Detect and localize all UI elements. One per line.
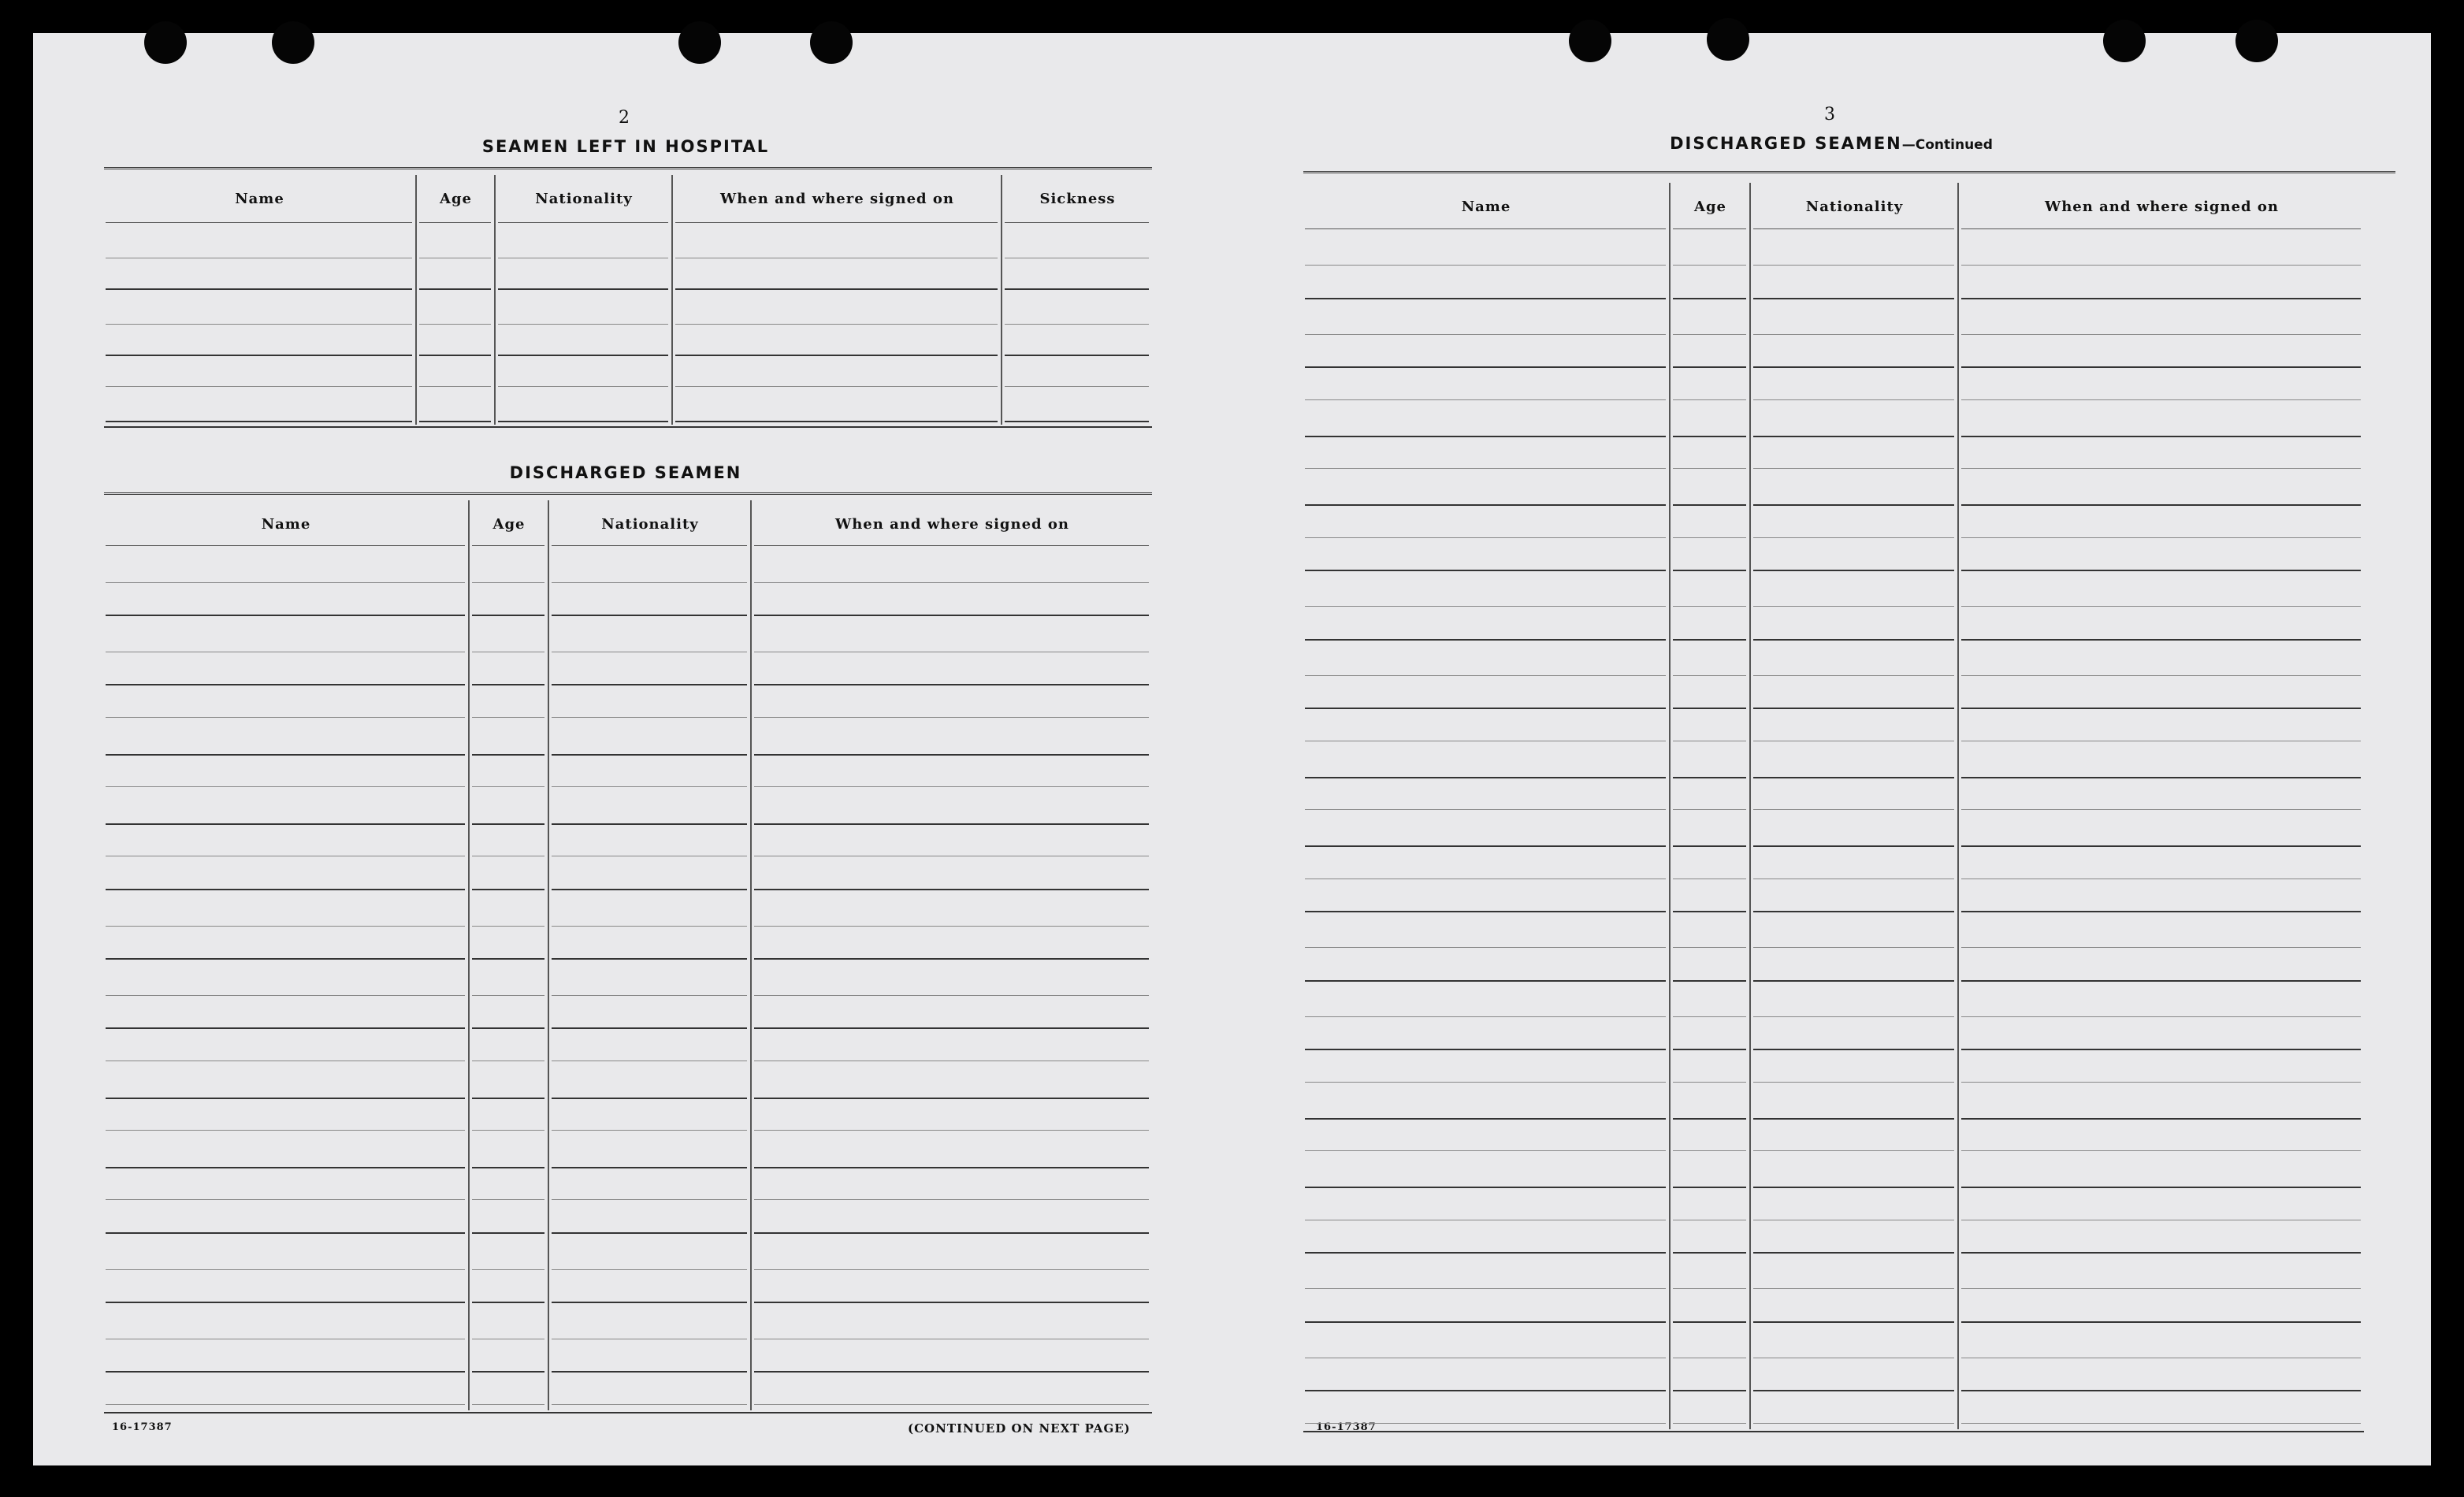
row-line (1961, 911, 2361, 912)
row-line (472, 1404, 544, 1405)
row-line (1673, 436, 1746, 437)
header-rule (472, 545, 544, 546)
title-text: DISCHARGED SEAMEN (1670, 134, 1902, 153)
row-line (1753, 366, 1954, 368)
row-line (552, 926, 747, 927)
row-line (552, 684, 747, 685)
row-line (1305, 570, 1666, 571)
row-line (1961, 399, 2361, 400)
row-line (1673, 1118, 1746, 1120)
column-header: Age (1693, 199, 1727, 215)
column-header: When and where signed on (835, 516, 1069, 533)
row-line (1753, 606, 1954, 607)
title-rule (104, 492, 1152, 495)
row-line (1305, 675, 1666, 676)
row-line (472, 1371, 544, 1373)
row-line (1753, 1016, 1954, 1017)
row-line (1673, 911, 1746, 912)
row-line (552, 1027, 747, 1029)
row-line (1753, 399, 1954, 400)
row-line (1753, 777, 1954, 778)
row-line (675, 355, 998, 356)
row-line (106, 1269, 465, 1270)
row-line (1961, 1150, 2361, 1151)
row-line (1305, 809, 1666, 810)
row-line (472, 926, 544, 927)
row-line (1753, 265, 1954, 266)
row-line (552, 717, 747, 718)
row-line (419, 421, 491, 422)
row-line (1961, 845, 2361, 847)
row-line (1005, 386, 1149, 387)
row-line (1753, 845, 1954, 847)
column-header: When and where signed on (2045, 199, 2279, 215)
row-line (1305, 298, 1666, 299)
row-line (1753, 708, 1954, 709)
column-divider (750, 500, 752, 1410)
row-line (1673, 639, 1746, 641)
column-header: Nationality (1805, 199, 1904, 215)
row-line (1961, 708, 2361, 709)
row-line (1305, 777, 1666, 778)
column-header: Name (1461, 199, 1511, 215)
column-divider (1749, 183, 1751, 1429)
row-line (552, 1130, 747, 1131)
row-line (106, 786, 465, 787)
binder-hole (2235, 20, 2278, 62)
row-line (472, 889, 544, 890)
row-line (1305, 980, 1666, 982)
row-line (1305, 1288, 1666, 1289)
row-line (1673, 980, 1746, 982)
row-line (106, 754, 465, 756)
row-line (1673, 1187, 1746, 1188)
row-line (1305, 911, 1666, 912)
row-line (472, 1130, 544, 1131)
row-line (419, 386, 491, 387)
row-line (498, 288, 668, 290)
row-line (1753, 1187, 1954, 1188)
binder-hole (678, 21, 721, 64)
column-divider (548, 500, 549, 1410)
row-line (1753, 809, 1954, 810)
row-line (754, 786, 1149, 787)
row-line (754, 1232, 1149, 1234)
form-number: 16-17387 (112, 1421, 173, 1433)
row-line (1961, 1252, 2361, 1254)
row-line (498, 355, 668, 356)
row-line (1753, 570, 1954, 571)
row-line (472, 684, 544, 685)
row-line (1305, 504, 1666, 506)
row-line (1961, 504, 2361, 506)
row-line (106, 355, 412, 356)
row-line (1305, 1390, 1666, 1391)
row-line (552, 615, 747, 616)
row-line (1305, 606, 1666, 607)
row-line (1753, 468, 1954, 469)
row-line (552, 1269, 747, 1270)
row-line (106, 582, 465, 583)
binder-hole (810, 21, 853, 64)
row-line (1753, 504, 1954, 506)
row-line (1673, 298, 1746, 299)
row-line (472, 615, 544, 616)
column-divider (415, 175, 417, 425)
binder-hole (1569, 20, 1611, 62)
column-divider (1669, 183, 1671, 1429)
row-line (106, 324, 412, 325)
row-line (1305, 1082, 1666, 1083)
title-rule (104, 167, 1152, 169)
row-line (754, 889, 1149, 890)
row-line (1305, 468, 1666, 469)
row-line (1005, 421, 1149, 422)
row-line (1961, 1288, 2361, 1289)
row-line (1673, 504, 1746, 506)
row-line (106, 684, 465, 685)
row-line (106, 1167, 465, 1168)
row-line (106, 1404, 465, 1405)
row-line (754, 1098, 1149, 1099)
row-line (472, 823, 544, 825)
row-line (1753, 436, 1954, 437)
row-line (106, 288, 412, 290)
row-line (472, 786, 544, 787)
title-suffix: —Continued (1901, 137, 1993, 153)
row-line (1305, 1016, 1666, 1017)
row-line (1673, 1016, 1746, 1017)
row-line (472, 1302, 544, 1303)
column-header: Nationality (535, 191, 633, 207)
row-line (1305, 436, 1666, 437)
row-line (1961, 1049, 2361, 1050)
row-line (1753, 1321, 1954, 1323)
row-line (754, 684, 1149, 685)
row-line (1305, 399, 1666, 400)
row-line (552, 582, 747, 583)
row-line (1961, 1321, 2361, 1323)
row-line (552, 1098, 747, 1099)
row-line (1961, 1118, 2361, 1120)
row-line (1961, 1423, 2361, 1424)
header-rule (106, 545, 465, 546)
section-title-discharged-continued (1670, 134, 1993, 153)
column-header: Name (261, 516, 311, 533)
row-line (1961, 639, 2361, 641)
row-line (754, 1302, 1149, 1303)
row-line (552, 1232, 747, 1234)
header-rule (1961, 228, 2361, 229)
row-line (106, 1199, 465, 1200)
row-line (472, 1027, 544, 1029)
row-line (552, 1199, 747, 1200)
row-line (1005, 324, 1149, 325)
header-rule (106, 222, 412, 223)
column-header: When and where signed on (720, 191, 954, 207)
row-line (106, 995, 465, 996)
row-line (552, 1167, 747, 1168)
row-line (754, 995, 1149, 996)
row-line (552, 1404, 747, 1405)
column-divider (468, 500, 470, 1410)
row-line (1305, 1321, 1666, 1323)
row-line (1961, 334, 2361, 335)
row-line (1305, 334, 1666, 335)
row-line (106, 1371, 465, 1373)
row-line (1305, 1049, 1666, 1050)
row-line (1753, 298, 1954, 299)
row-line (472, 1098, 544, 1099)
row-line (675, 288, 998, 290)
header-rule (1305, 228, 1666, 229)
row-line (1961, 1390, 2361, 1391)
row-line (1305, 1150, 1666, 1151)
row-line (1961, 947, 2361, 948)
row-line (754, 582, 1149, 583)
row-line (1673, 468, 1746, 469)
row-line (1305, 366, 1666, 368)
row-line (472, 754, 544, 756)
row-line (552, 1302, 747, 1303)
row-line (552, 823, 747, 825)
row-line (1753, 947, 1954, 948)
document-page-spread (33, 33, 2431, 1465)
row-line (1305, 265, 1666, 266)
header-rule (498, 222, 668, 223)
row-line (1673, 1288, 1746, 1289)
row-line (1961, 606, 2361, 607)
row-line (472, 582, 544, 583)
row-line (1673, 265, 1746, 266)
row-line (754, 615, 1149, 616)
row-line (552, 1371, 747, 1373)
row-line (472, 958, 544, 960)
row-line (1673, 1252, 1746, 1254)
row-line (754, 1269, 1149, 1270)
column-header: Age (439, 191, 473, 207)
row-line (1305, 537, 1666, 538)
row-line (1673, 399, 1746, 400)
row-line (1961, 1187, 2361, 1188)
row-line (1005, 288, 1149, 290)
row-line (1961, 366, 2361, 368)
row-line (498, 324, 668, 325)
binder-hole (272, 21, 314, 64)
row-line (552, 995, 747, 996)
row-line (1673, 334, 1746, 335)
row-line (1673, 947, 1746, 948)
row-line (1961, 298, 2361, 299)
section-title-discharged: DISCHARGED SEAMEN (509, 463, 742, 482)
form-number: 16-17387 (1316, 1421, 1377, 1433)
row-line (472, 1269, 544, 1270)
row-line (1305, 1252, 1666, 1254)
row-line (1961, 675, 2361, 676)
row-line (754, 1027, 1149, 1029)
page-number: 3 (1824, 105, 1835, 124)
row-line (1753, 675, 1954, 676)
row-line (754, 1167, 1149, 1168)
binder-hole (1707, 18, 1749, 61)
row-line (1961, 777, 2361, 778)
row-line (1753, 1252, 1954, 1254)
row-line (106, 889, 465, 890)
row-line (472, 995, 544, 996)
row-line (1673, 1390, 1746, 1391)
row-line (1753, 1423, 1954, 1424)
header-rule (1753, 228, 1954, 229)
row-line (106, 1302, 465, 1303)
row-line (1673, 1082, 1746, 1083)
row-line (498, 421, 668, 422)
header-rule (675, 222, 998, 223)
row-line (106, 717, 465, 718)
row-line (1305, 947, 1666, 948)
column-header: Nationality (601, 516, 699, 533)
row-line (754, 823, 1149, 825)
row-line (1673, 570, 1746, 571)
row-line (1961, 265, 2361, 266)
row-line (1961, 468, 2361, 469)
header-rule (419, 222, 491, 223)
row-line (1753, 639, 1954, 641)
binder-hole (144, 21, 187, 64)
row-line (1753, 334, 1954, 335)
page-number: 2 (619, 108, 630, 128)
column-divider (1957, 183, 1959, 1429)
column-divider (671, 175, 673, 425)
row-line (106, 1232, 465, 1234)
header-rule (552, 545, 747, 546)
row-line (675, 386, 998, 387)
row-line (1961, 1082, 2361, 1083)
row-line (419, 324, 491, 325)
binder-hole (2103, 20, 2146, 62)
title-rule (1303, 171, 2395, 173)
row-line (1753, 537, 1954, 538)
row-line (1673, 809, 1746, 810)
row-line (1673, 537, 1746, 538)
row-line (1961, 809, 2361, 810)
row-line (1753, 1082, 1954, 1083)
row-line (1673, 1150, 1746, 1151)
row-line (1305, 1118, 1666, 1120)
row-line (1005, 355, 1149, 356)
row-line (754, 958, 1149, 960)
row-line (552, 786, 747, 787)
row-line (754, 1199, 1149, 1200)
row-line (552, 958, 747, 960)
row-line (106, 926, 465, 927)
row-line (1753, 1150, 1954, 1151)
row-line (1753, 1049, 1954, 1050)
row-line (754, 926, 1149, 927)
table-bottom-rule (1303, 1431, 2364, 1432)
row-line (675, 421, 998, 422)
column-divider (1001, 175, 1002, 425)
row-line (106, 615, 465, 616)
section-title-hospital: SEAMEN LEFT IN HOSPITAL (481, 137, 770, 156)
row-line (106, 421, 412, 422)
row-line (498, 386, 668, 387)
row-line (1673, 777, 1746, 778)
row-line (1961, 436, 2361, 437)
row-line (1961, 1016, 2361, 1017)
row-line (552, 754, 747, 756)
row-line (472, 717, 544, 718)
column-divider (494, 175, 496, 425)
row-line (1673, 845, 1746, 847)
row-line (1961, 537, 2361, 538)
row-line (1673, 1049, 1746, 1050)
table-bottom-rule (104, 1412, 1152, 1413)
row-line (106, 958, 465, 960)
row-line (1305, 845, 1666, 847)
row-line (1753, 1118, 1954, 1120)
row-line (1673, 1423, 1746, 1424)
continued-note: (CONTINUED ON NEXT PAGE) (908, 1421, 1131, 1436)
header-rule (754, 545, 1149, 546)
row-line (754, 717, 1149, 718)
row-line (1305, 639, 1666, 641)
table-bottom-rule (104, 426, 1152, 428)
row-line (1305, 1423, 1666, 1424)
row-line (106, 386, 412, 387)
row-line (1305, 1187, 1666, 1188)
row-line (754, 1130, 1149, 1131)
row-line (106, 1130, 465, 1131)
column-header: Age (492, 516, 526, 533)
row-line (472, 1199, 544, 1200)
row-line (106, 1098, 465, 1099)
row-line (1673, 366, 1746, 368)
row-line (1753, 911, 1954, 912)
row-line (472, 1232, 544, 1234)
row-line (106, 823, 465, 825)
row-line (1305, 708, 1666, 709)
row-line (1961, 570, 2361, 571)
row-line (472, 1167, 544, 1168)
column-header: Sickness (1039, 191, 1116, 207)
row-line (1673, 1321, 1746, 1323)
row-line (1673, 708, 1746, 709)
row-line (1753, 980, 1954, 982)
row-line (419, 355, 491, 356)
row-line (754, 1371, 1149, 1373)
row-line (1753, 1390, 1954, 1391)
row-line (106, 1027, 465, 1029)
header-rule (1005, 222, 1149, 223)
row-line (1753, 1288, 1954, 1289)
row-line (1673, 675, 1746, 676)
row-line (1673, 606, 1746, 607)
header-rule (1673, 228, 1746, 229)
row-line (754, 754, 1149, 756)
row-line (419, 288, 491, 290)
row-line (675, 324, 998, 325)
row-line (1961, 980, 2361, 982)
row-line (754, 1404, 1149, 1405)
row-line (552, 889, 747, 890)
column-header: Name (235, 191, 284, 207)
